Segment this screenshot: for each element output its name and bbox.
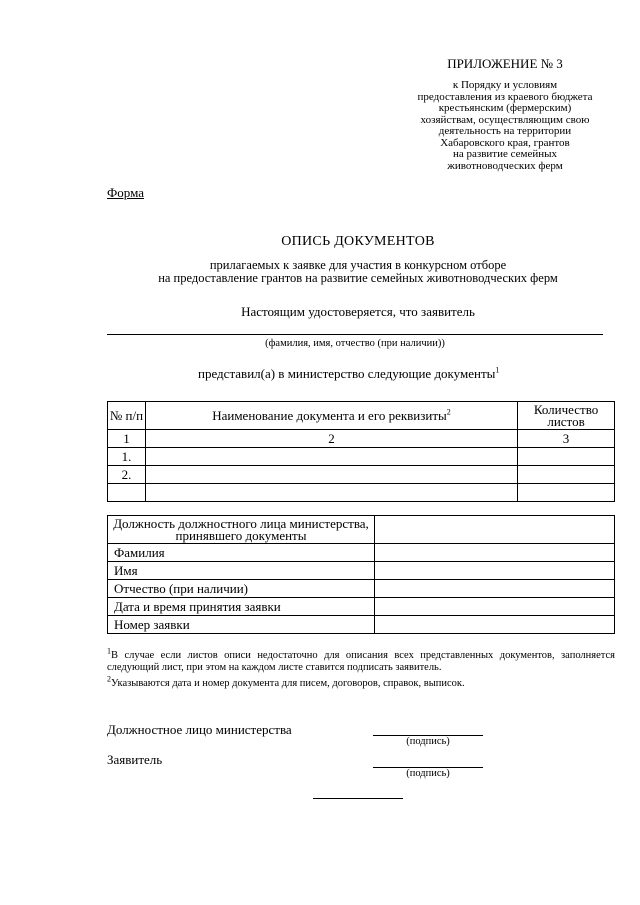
table-row (108, 448, 615, 466)
appendix-line: хозяйствам, осуществляющим свою (420, 113, 590, 126)
footnotes (107, 646, 615, 690)
table-row (108, 562, 615, 580)
column-number: 1 (108, 430, 146, 448)
applicant-name-line (107, 334, 603, 335)
column-number: 3 (518, 430, 615, 448)
appendix-line: деятельность на территории (438, 125, 572, 137)
signature-hint: (подпись) (406, 736, 450, 747)
documents-table (107, 401, 615, 502)
footnote-2 (107, 674, 615, 690)
header-name-label: Наименование документа и его реквизиты (212, 407, 447, 423)
datetime-label: Дата и время принятия заявки (108, 598, 375, 616)
applicant-signature-label: Заявитель (107, 752, 163, 767)
row-number: 1. (108, 448, 146, 466)
row-document-name[interactable] (145, 484, 517, 502)
row-document-name[interactable] (145, 466, 517, 484)
appendix-line: на развитие семейных (452, 148, 558, 160)
appendix-line: к Порядку и условиям (452, 79, 558, 91)
row-sheet-count[interactable] (518, 484, 615, 502)
header-number: № п/п (108, 402, 146, 430)
official-signature-label: Должностное лицо министерства (107, 722, 292, 737)
official-signature-block (373, 735, 483, 747)
footnote-text: Указываются дата и номер документа для писем, договоров, справок, выписок. (111, 678, 465, 689)
footnote-mark: 1 (107, 646, 111, 656)
application-number-value[interactable] (375, 616, 615, 634)
first-name-label: Имя (108, 562, 375, 580)
document-title: ОПИСЬ ДОКУМЕНТОВ (281, 234, 435, 249)
appendix-line: предоставления из краевого бюджета (417, 90, 593, 103)
applicant-name-hint: (фамилия, имя, отчество (при наличии)) (265, 338, 445, 349)
application-number-label: Номер заявки (108, 616, 375, 634)
acceptance-table (107, 515, 615, 634)
appendix-title: ПРИЛОЖЕНИЕ № 3 (447, 56, 563, 71)
subtitle-line: прилагаемых к заявке для участия в конкурсном отборе (209, 258, 507, 272)
table-row (108, 598, 615, 616)
appendix-lines (400, 80, 610, 172)
row-number (108, 484, 146, 502)
header-count: Количество листов (518, 402, 615, 430)
form-label: Форма (107, 185, 144, 200)
row-document-name[interactable] (145, 448, 517, 466)
table-row (108, 616, 615, 634)
surname-label: Фамилия (108, 544, 375, 562)
table-row (108, 580, 615, 598)
footnote-ref: 2 (446, 407, 451, 417)
certify-text: Настоящим удостоверяется, что заявитель (241, 304, 475, 319)
applicant-signature-block (373, 767, 483, 779)
datetime-value[interactable] (375, 598, 615, 616)
position-label: Должность должностного лица министерства, принявшего документы (108, 516, 375, 544)
surname-value[interactable] (375, 544, 615, 562)
position-value[interactable] (375, 516, 615, 544)
row-sheet-count[interactable] (518, 466, 615, 484)
table-row (108, 484, 615, 502)
patronymic-label: Отчество (при наличии) (108, 580, 375, 598)
table-row (108, 544, 615, 562)
header-name (145, 402, 517, 430)
column-number: 2 (145, 430, 517, 448)
table-row (108, 466, 615, 484)
footnote-text: В случае если листов описи недостаточно для описания всех представленных документов, заполняется следующий лист, при этом на каждом листе ставится подписать заявитель. (107, 650, 615, 673)
bottom-divider (313, 798, 403, 799)
table-row (108, 516, 615, 544)
footnote-mark: 2 (107, 674, 111, 684)
appendix-line: Хабаровского края, грантов (440, 136, 570, 149)
row-sheet-count[interactable] (518, 448, 615, 466)
signature-hint: (подпись) (406, 768, 450, 779)
footnote-1 (107, 646, 615, 673)
table-header-row (108, 402, 615, 430)
patronymic-value[interactable] (375, 580, 615, 598)
row-number: 2. (108, 466, 146, 484)
first-name-value[interactable] (375, 562, 615, 580)
appendix-line: животноводческих ферм (447, 159, 563, 172)
appendix-line: крестьянским (фермерским) (438, 102, 572, 114)
document-subtitle (0, 259, 640, 285)
presented-label: представил(а) в министерство следующие документы (198, 366, 496, 381)
subtitle-line: на предоставление грантов на развитие семейных животноводческих ферм (158, 271, 558, 285)
column-numbers-row (108, 430, 615, 448)
footnote-ref: 1 (495, 365, 500, 375)
presented-text (198, 366, 499, 382)
